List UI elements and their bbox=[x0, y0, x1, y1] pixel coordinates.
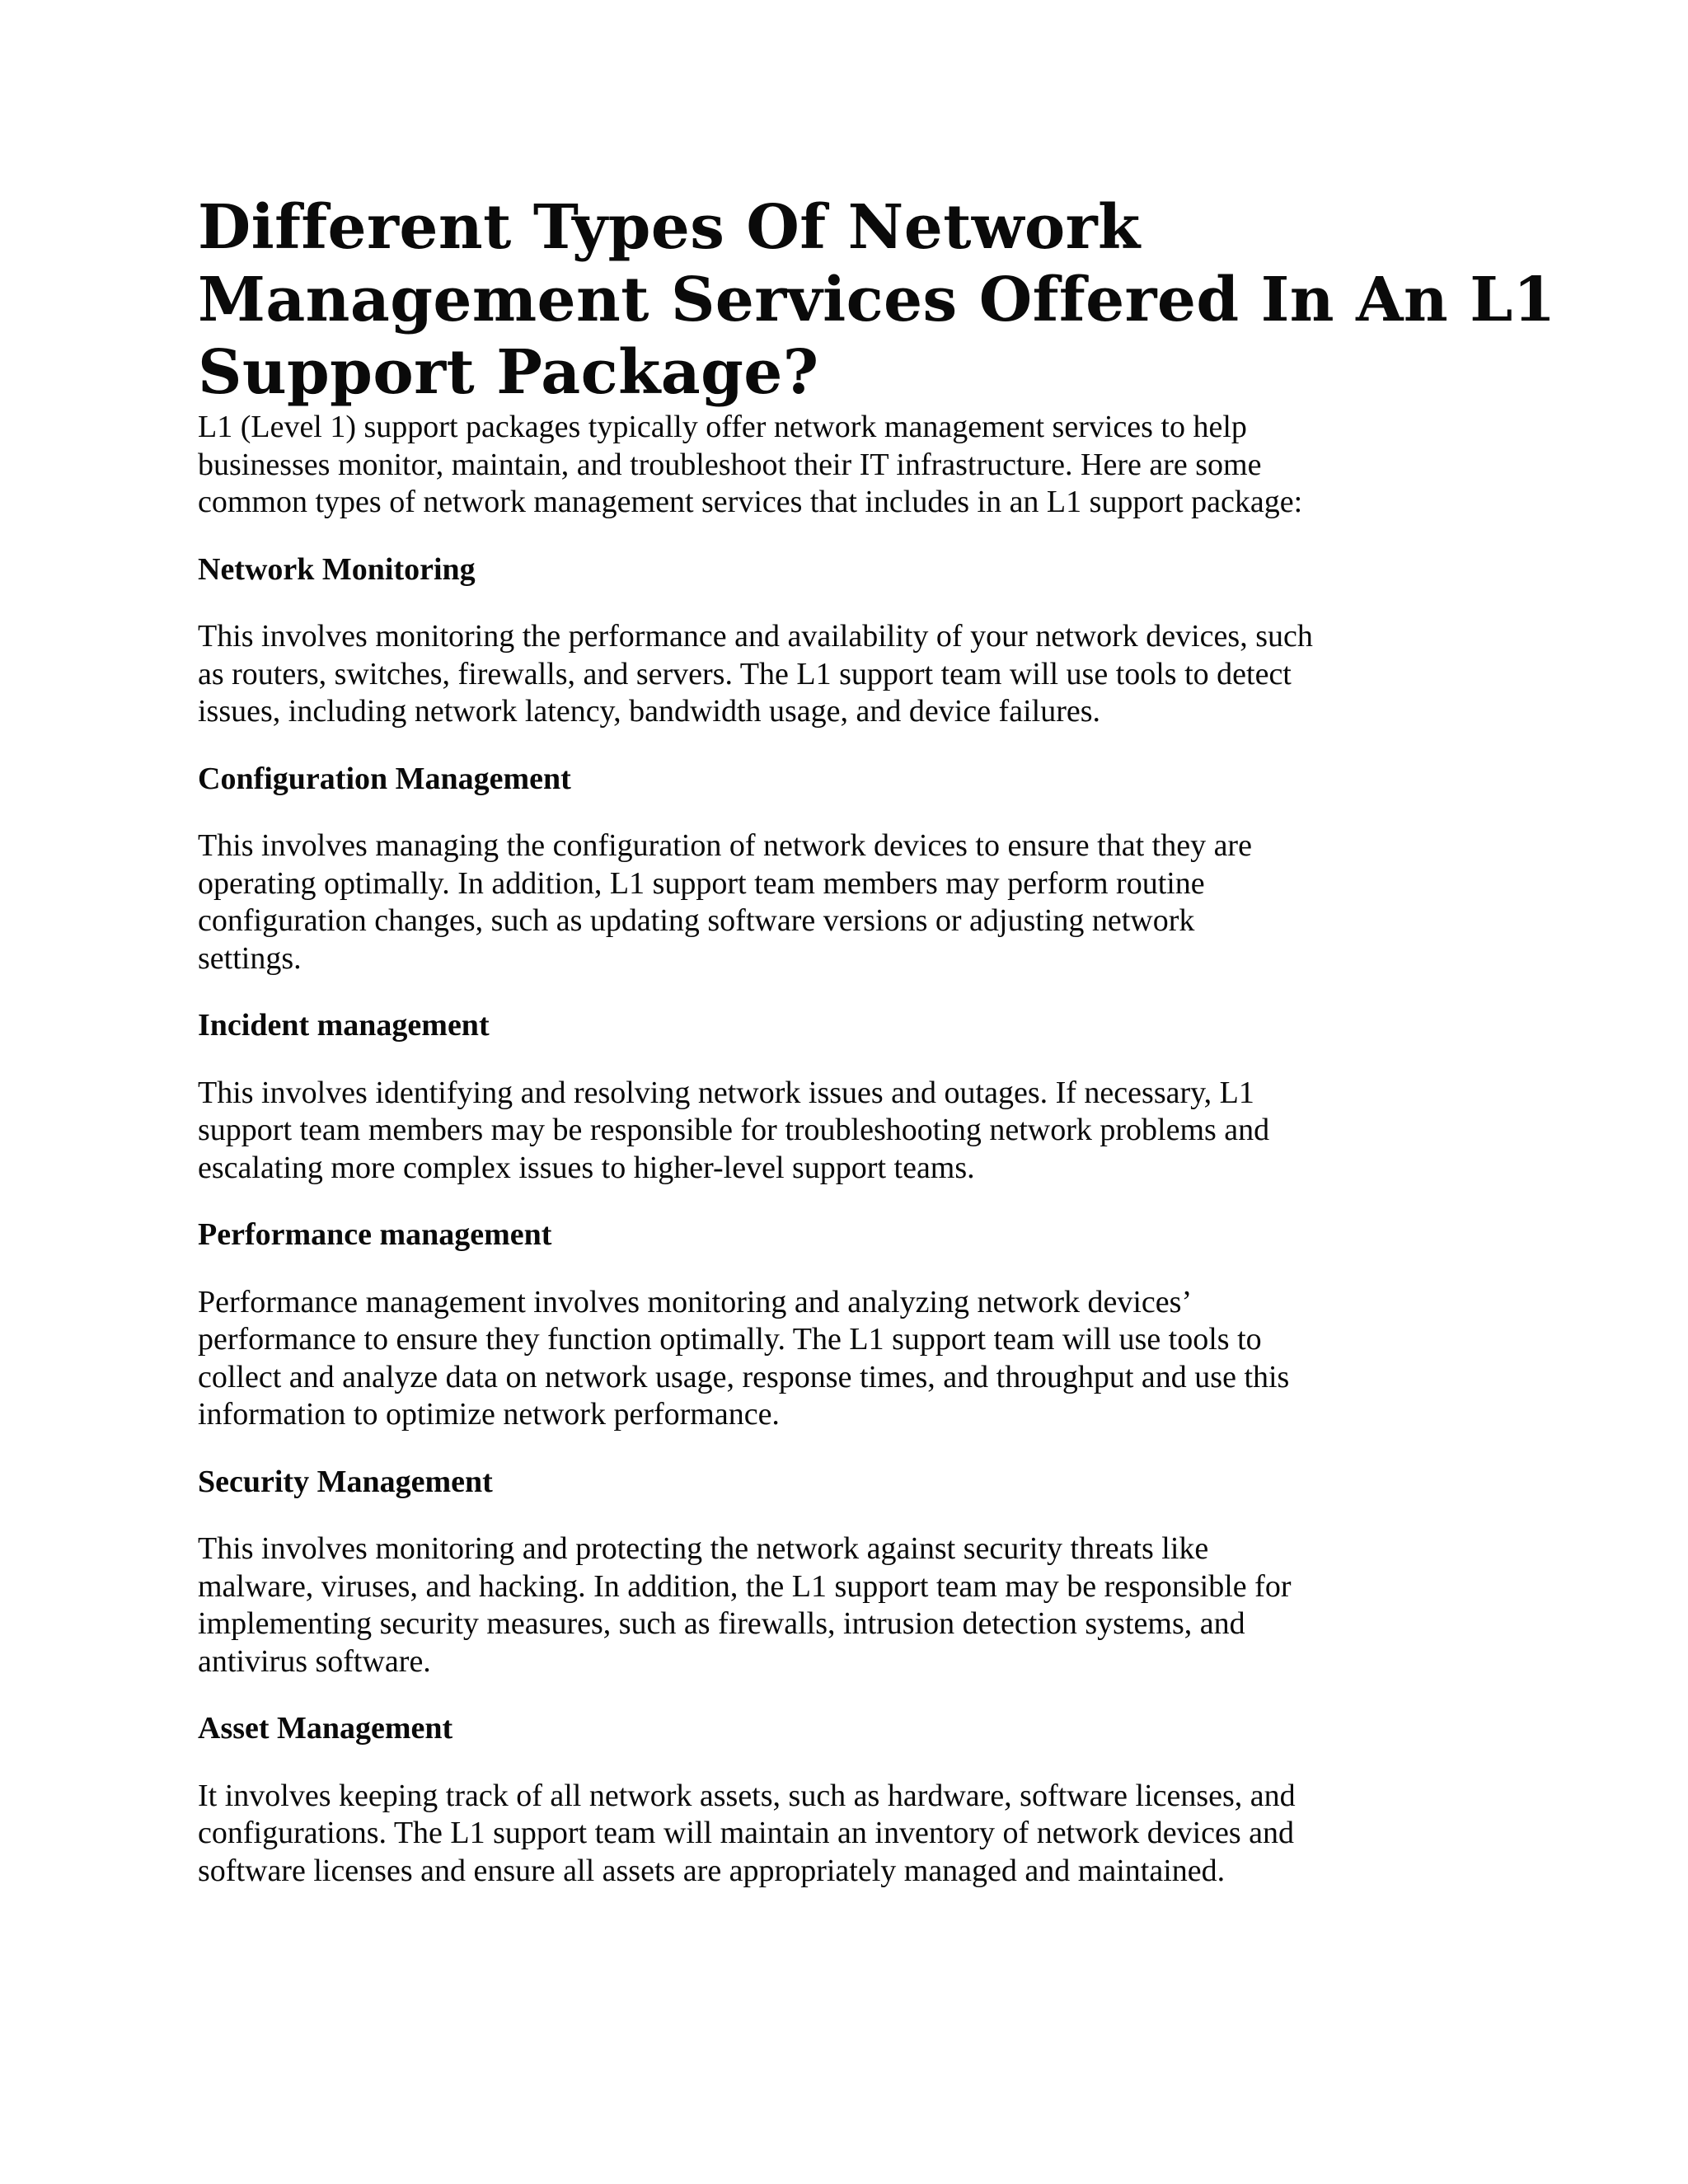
text-line: issues, including network latency, bandwidth usage, and device failures. bbox=[198, 694, 1101, 729]
text-line: common types of network management services that includes in an L1 support package: bbox=[198, 485, 1303, 519]
title-line: Different Types Of Network bbox=[198, 192, 1141, 263]
text-line: This involves monitoring the performance and availability of your network devices, such bbox=[198, 619, 1313, 654]
section-configuration-management bbox=[198, 761, 1500, 978]
section-security-management bbox=[198, 1464, 1500, 1681]
section-paragraph bbox=[198, 1075, 1500, 1188]
section-paragraph bbox=[198, 827, 1500, 977]
text-line: information to optimize network performance. bbox=[198, 1397, 780, 1432]
text-line: support team members may be responsible for troubleshooting network problems and bbox=[198, 1113, 1270, 1147]
text-line: settings. bbox=[198, 940, 302, 976]
section-heading: Incident management bbox=[198, 1008, 490, 1043]
text-line: malware, viruses, and hacking. In addition, the L1 support team may be responsible for bbox=[198, 1568, 1292, 1604]
document-page bbox=[198, 191, 1556, 1890]
section-paragraph bbox=[198, 1530, 1500, 1680]
text-line: software licenses and ensure all assets are appropriately managed and maintained. bbox=[198, 1853, 1226, 1888]
text-line: businesses monitor, maintain, and troubleshoot their IT infrastructure. Here are some bbox=[198, 447, 1262, 482]
text-line: as routers, switches, firewalls, and servers. The L1 support team will use tools to detect bbox=[198, 656, 1292, 691]
title-line: Support Package? bbox=[198, 337, 819, 408]
section-heading: Network Monitoring bbox=[198, 551, 476, 587]
title-line: Management Services Offered In An L1 bbox=[198, 265, 1556, 335]
text-line: configurations. The L1 support team will maintain an inventory of network devices and bbox=[198, 1816, 1295, 1850]
text-line: It involves keeping track of all network assets, such as hardware, software licenses, and bbox=[198, 1778, 1296, 1813]
text-line: escalating more complex issues to higher-level support teams. bbox=[198, 1150, 975, 1185]
text-line: L1 (Level 1) support packages typically offer network management services to help bbox=[198, 410, 1247, 444]
section-heading: Asset Management bbox=[198, 1711, 453, 1746]
section-network-monitoring bbox=[198, 551, 1500, 731]
section-incident-management bbox=[198, 1007, 1500, 1187]
section-paragraph bbox=[198, 1284, 1500, 1434]
text-line: This involves managing the configuration of network devices to ensure that they are bbox=[198, 828, 1252, 863]
section-paragraph bbox=[198, 618, 1500, 731]
text-line: Performance management involves monitoring and analyzing network devices’ bbox=[198, 1284, 1193, 1319]
page-title bbox=[198, 191, 1556, 409]
section-heading: Configuration Management bbox=[198, 761, 571, 796]
section-performance-management bbox=[198, 1216, 1500, 1434]
section-paragraph bbox=[198, 1778, 1500, 1891]
text-line: configuration changes, such as updating software versions or adjusting network bbox=[198, 903, 1195, 938]
text-line: This involves monitoring and protecting the network against security threats like bbox=[198, 1531, 1209, 1566]
intro-paragraph bbox=[198, 409, 1500, 522]
text-line: implementing security measures, such as firewalls, intrusion detection systems, and bbox=[198, 1606, 1245, 1641]
text-line: antivirus software. bbox=[198, 1643, 431, 1679]
section-heading: Performance management bbox=[198, 1217, 552, 1252]
text-line: performance to ensure they function optimally. The L1 support team will use tools to bbox=[198, 1322, 1262, 1357]
section-heading: Security Management bbox=[198, 1464, 493, 1499]
text-line: operating optimally. In addition, L1 support team members may perform routine bbox=[198, 865, 1205, 901]
section-asset-management bbox=[198, 1710, 1500, 1890]
text-line: collect and analyze data on network usage, response times, and throughput and use this bbox=[198, 1359, 1290, 1394]
text-line: This involves identifying and resolving network issues and outages. If necessary, L1 bbox=[198, 1075, 1254, 1110]
